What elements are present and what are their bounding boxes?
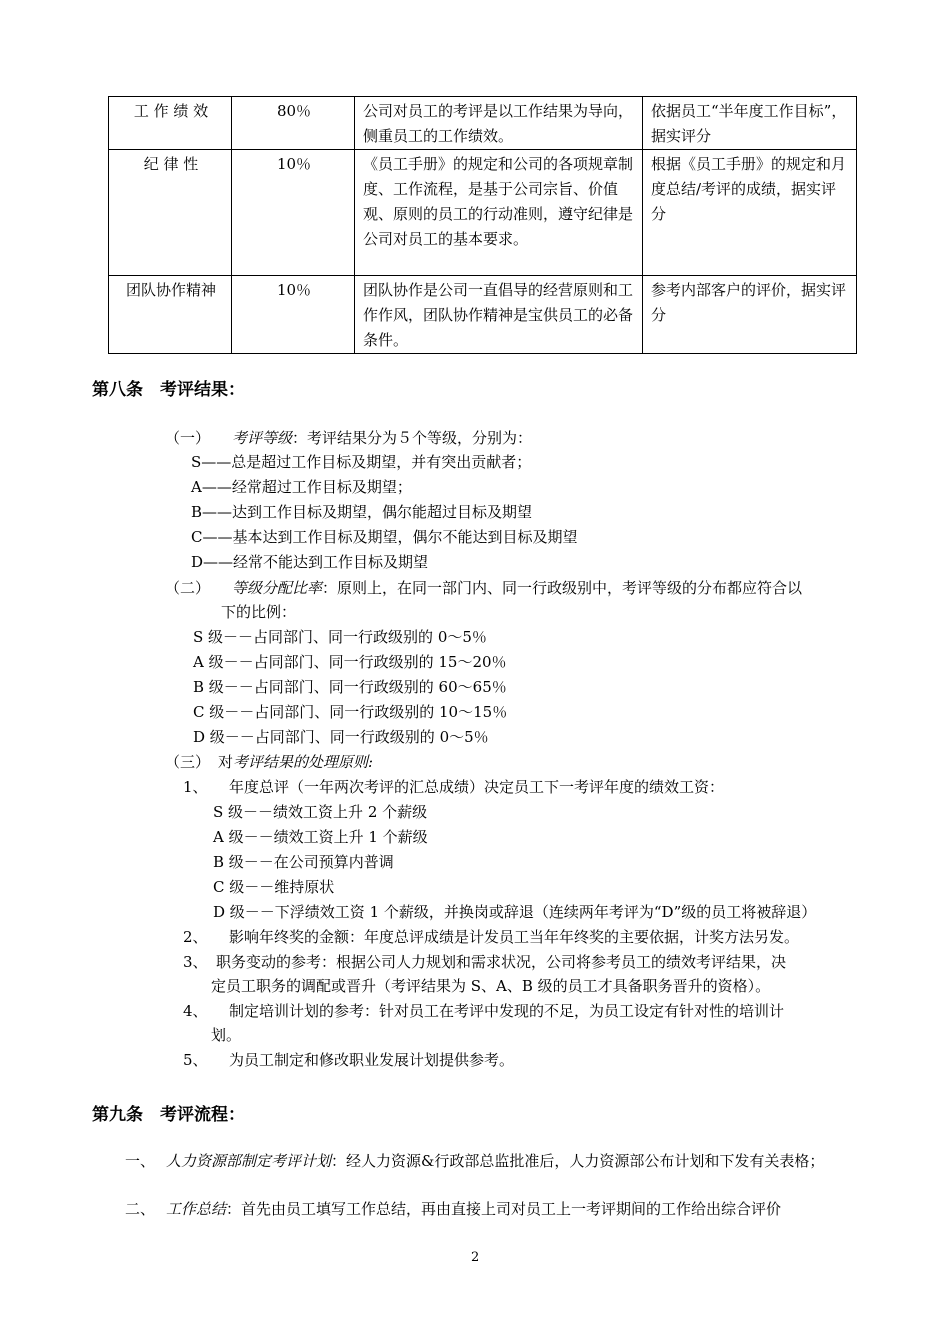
section-1-label: 考评等级: [232, 429, 293, 447]
page-number: 2: [471, 1250, 480, 1265]
table-row: [109, 150, 857, 276]
principle-item-text: 制定培训计划的参考：针对员工在考评中发现的不足，为员工设定有针对性的培训计: [229, 1002, 785, 1020]
section-1-number: （一）: [165, 429, 211, 447]
section-3-line: [165, 751, 373, 772]
grade-line: B——达到工作目标及期望，偶尔能超过目标及期望: [191, 503, 533, 521]
table-cell-description: 团队协作是公司一直倡导的经营原则和工作作风，团队协作精神是宝供员工的必备条件。: [355, 276, 643, 354]
grade-line: S——总是超过工作目标及期望，并有突出贡献者；: [191, 453, 532, 471]
ratio-line: C 级－－占同部门、同一行政级别的 10～15％: [193, 703, 508, 721]
ratio-line: S 级－－占同部门、同一行政级别的 0～5％: [193, 628, 487, 646]
ratio-line: A 级－－占同部门、同一行政级别的 15～20％: [193, 653, 507, 671]
table-cell-weight: 10％: [232, 276, 355, 354]
process-step: [166, 1198, 781, 1219]
grade-line: D——经常不能达到工作目标及期望: [191, 553, 429, 571]
process-step-text: ：首先由员工填写工作总结，再由直接上司对员工上一考评期间的工作给出综合评价: [226, 1200, 782, 1218]
evaluation-table: [108, 96, 857, 354]
process-step-label: 人力资源部制定考评计划: [166, 1152, 332, 1170]
table-cell-description: 公司对员工的考评是以工作结果为导向，侧重员工的工作绩效。: [355, 97, 643, 150]
salary-line: B 级－－在公司预算内普调: [213, 853, 394, 871]
section-2-label: 等级分配比率: [232, 579, 323, 597]
table-cell-basis: 依据员工“半年度工作目标”，据实评分: [643, 97, 857, 150]
principle-item-text: 为员工制定和修改职业发展计划提供参考。: [229, 1051, 515, 1069]
grade-line: A——经常超过工作目标及期望；: [191, 478, 412, 496]
table-cell-item: 工 作 绩 效: [109, 97, 232, 150]
ratio-line: B 级－－占同部门、同一行政级别的 60～65％: [193, 678, 507, 696]
salary-line: S 级－－绩效工资上升 2 个薪级: [213, 803, 428, 821]
principle-item-number: 3、: [183, 953, 208, 971]
principle-item-text: 影响年终奖的金额：年度总评成绩是计发员工当年年终奖的主要依据，计奖方法另发。: [229, 928, 800, 946]
principle-item-number: 5、: [183, 1051, 208, 1069]
process-step-number: 二、: [125, 1200, 156, 1218]
grade-line: C——基本达到工作目标及期望，偶尔不能达到目标及期望: [191, 528, 578, 546]
table-cell-basis: 根据《员工手册》的规定和月度总结/考评的成绩，据实评分: [643, 150, 857, 276]
table-cell-item: 纪 律 性: [109, 150, 232, 276]
table-row: [109, 97, 857, 150]
table-cell-weight: 80％: [232, 97, 355, 150]
principle-item-number: 1、: [183, 778, 208, 796]
salary-line: C 级－－维持原状: [213, 878, 335, 896]
principle-item-number: 4、: [183, 1002, 208, 1020]
process-step-label: 工作总结: [166, 1200, 227, 1218]
process-step-text: ：经人力资源&行政部总监批准后，人力资源部公布计划和下发有关表格；: [331, 1152, 825, 1170]
section-3-prefix: 对: [218, 753, 234, 771]
section-3-number: （三）: [165, 753, 211, 771]
table-cell-item: 团队协作精神: [109, 276, 232, 354]
process-step: [166, 1150, 824, 1171]
section-3-label: 考评结果的处理原则:: [233, 753, 374, 771]
process-step-number: 一、: [125, 1152, 156, 1170]
section-2-line: [165, 577, 802, 598]
section-2-number: （二）: [165, 579, 211, 597]
salary-line: A 级－－绩效工资上升 1 个薪级: [213, 828, 428, 846]
ratio-line: D 级－－占同部门、同一行政级别的 0～5％: [193, 728, 489, 746]
article-9-heading: 第九条 考评流程：: [92, 1105, 245, 1125]
principle-item-continuation: 划。: [211, 1026, 242, 1044]
principle-item-text: 职务变动的参考：根据公司人力规划和需求状况，公司将参考员工的绩效考评结果，决: [216, 953, 787, 971]
table-cell-basis: 参考内部客户的评价，据实评分: [643, 276, 857, 354]
principle-item-continuation: 定员工职务的调配或晋升（考评结果为 S、A、B 级的员工才具备职务晋升的资格）。: [211, 977, 771, 995]
principle-item-number: 2、: [183, 928, 208, 946]
section-1-text: ：考评结果分为５个等级，分别为：: [292, 429, 533, 447]
salary-line: D 级－－下浮绩效工资 1 个薪级，并换岗或辞退（连续两年考评为“D”级的员工将被辞退）: [213, 903, 817, 921]
section-2-text: ：原则上，在同一部门内、同一行政级别中，考评等级的分布都应符合以: [322, 579, 803, 597]
section-2-continuation: 下的比例：: [221, 603, 297, 621]
section-1-line: [165, 427, 532, 448]
table-cell-weight: 10％: [232, 150, 355, 276]
article-8-heading: 第八条 考评结果：: [92, 380, 245, 400]
table-cell-description: 《员工手册》的规定和公司的各项规章制度、工作流程，是基于公司宗旨、价值观、原则的员工的行动准则，遵守纪律是公司对员工的基本要求。: [355, 150, 643, 276]
principle-item-text: 年度总评（一年两次考评的汇总成绩）决定员工下一考评年度的绩效工资：: [229, 778, 725, 796]
table-row: [109, 276, 857, 354]
